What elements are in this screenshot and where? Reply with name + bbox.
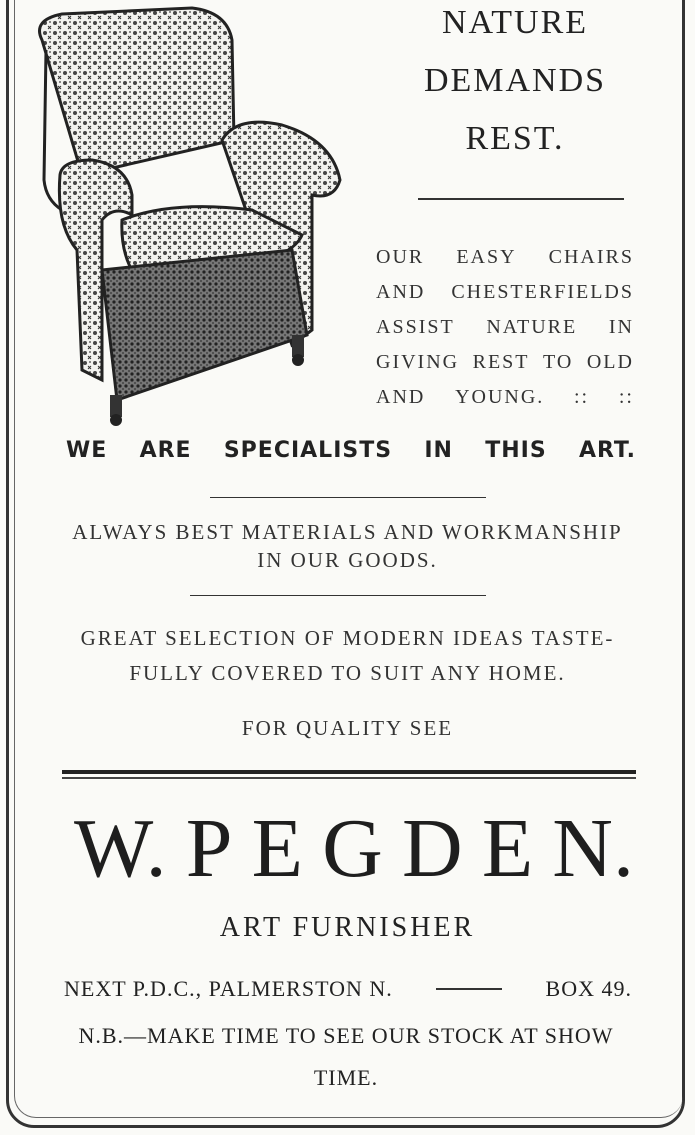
name-letter: E: [251, 802, 303, 895]
pitch-word: TO: [543, 351, 574, 373]
pitch-word: EASY: [456, 246, 517, 268]
pitch-word: OLD: [586, 351, 634, 373]
pitch-word: NATURE: [486, 316, 578, 338]
nb-note: [60, 1015, 632, 1099]
pitch-line: [376, 310, 634, 345]
headline-line: DEMANDS: [423, 62, 607, 99]
name-letter: D: [401, 802, 463, 895]
pitch-word: OUR: [376, 246, 425, 268]
specialists-slogan: [66, 438, 636, 463]
pitch-line: [376, 240, 634, 275]
slogan-word: THIS: [485, 438, 547, 463]
name-letter: W.: [74, 802, 167, 895]
slogan-word: WE: [66, 438, 108, 463]
materials-line: IN OUR GOODS.: [257, 548, 438, 572]
nb-line: TIME.: [313, 1065, 379, 1090]
pitch-text: [376, 240, 634, 415]
pitch-word: GIVING: [376, 351, 460, 373]
pitch-word: ::: [618, 386, 634, 408]
slogan-word: SPECIALISTS: [223, 438, 393, 463]
box-number: BOX 49.: [545, 976, 632, 1001]
headline-line: NATURE: [441, 4, 589, 41]
selection-line: GREAT SELECTION OF MODERN IDEAS TASTE-: [80, 626, 615, 650]
pitch-line: [376, 345, 634, 380]
headline-line: REST.: [465, 120, 565, 157]
pitch-word: REST: [472, 351, 530, 373]
quality-line: FOR QUALITY SEE: [241, 716, 454, 740]
pitch-word: ::: [574, 386, 590, 408]
name-divider: [62, 770, 636, 779]
name-letter: N.: [552, 802, 634, 895]
name-letter: E: [481, 802, 534, 895]
pitch-line: [376, 380, 634, 415]
name-letter: P: [185, 802, 233, 895]
divider: [210, 497, 486, 498]
headline: [400, 0, 630, 168]
nb-line: N.B.—MAKE TIME TO SEE OUR STOCK AT SHOW: [78, 1023, 614, 1048]
dash-separator: [436, 988, 502, 990]
address-line: [64, 976, 632, 1002]
armchair-illustration: [22, 0, 352, 430]
pitch-word: AND: [376, 386, 426, 408]
pitch-word: IN: [608, 316, 634, 338]
pitch-word: ASSIST: [376, 316, 455, 338]
selection-line: FULLY COVERED TO SUIT ANY HOME.: [129, 661, 566, 685]
pitch-word: CHESTERFIELDS: [451, 281, 634, 303]
slogan-word: IN: [424, 438, 453, 463]
address-text: NEXT P.D.C., PALMERSTON N.: [64, 976, 393, 1001]
materials-line: ALWAYS BEST MATERIALS AND WORKMANSHIP: [72, 520, 623, 544]
trade-title: ART FURNISHER: [219, 912, 476, 943]
pitch-line: [376, 275, 634, 310]
pitch-word: CHAIRS: [548, 246, 634, 268]
divider: [190, 595, 486, 596]
pitch-word: AND: [376, 281, 426, 303]
business-name: [74, 800, 634, 897]
name-letter: G: [322, 802, 383, 895]
slogan-word: ARE: [139, 438, 192, 463]
pitch-word: YOUNG.: [455, 386, 545, 408]
slogan-word: ART.: [578, 438, 636, 463]
headline-divider: [418, 198, 624, 200]
